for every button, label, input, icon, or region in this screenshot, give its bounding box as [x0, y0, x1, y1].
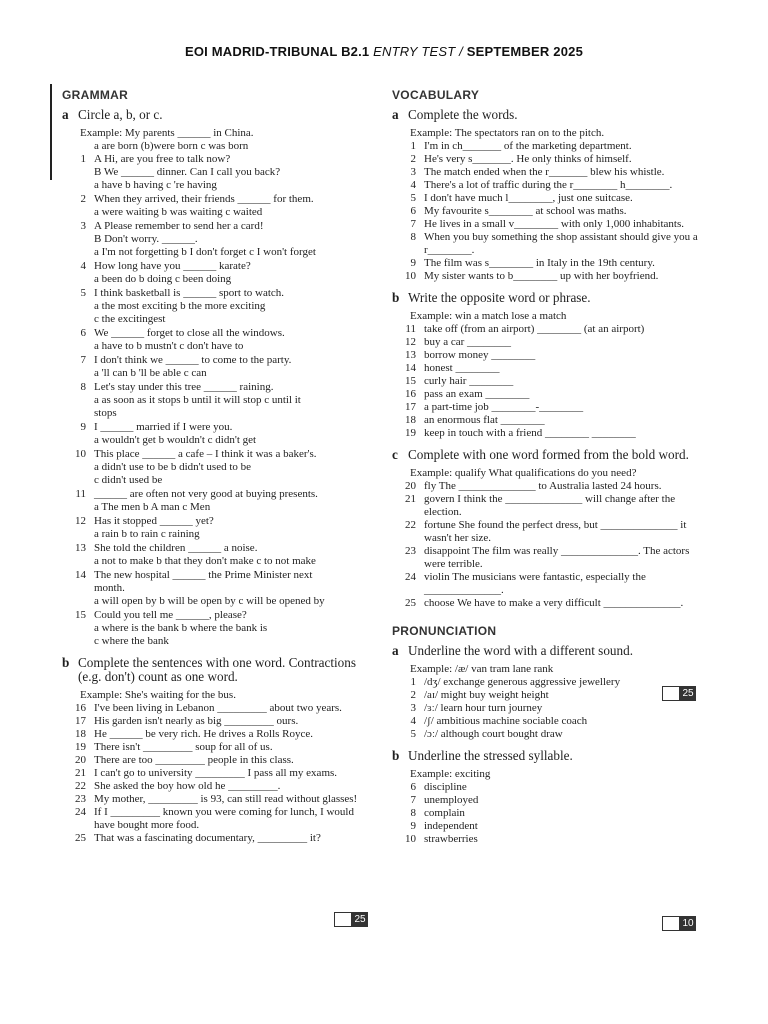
- item-text: fortune She found the perfect dress, but ______________ it wasn't her size.: [424, 519, 687, 544]
- item-number: 23: [405, 545, 416, 557]
- vocab-question-24: [392, 571, 704, 597]
- item-text: His garden isn't nearly as big _________ ours.: [94, 715, 299, 727]
- item-number: 3: [410, 702, 416, 714]
- item-number: 19: [75, 741, 86, 753]
- item-text: independent: [424, 820, 478, 832]
- item-text: /ɜː/ learn hour turn journey: [424, 702, 543, 714]
- item-line: Let's stay under this tree ______ raining.: [94, 381, 274, 393]
- item-options: a will open by b will be open by c will be opened by: [94, 595, 325, 607]
- vocab-c-items: [392, 480, 704, 610]
- item-text: a part-time job ________-________: [424, 401, 584, 413]
- question-18: [62, 728, 372, 741]
- item-number: 17: [405, 401, 416, 413]
- item-number: 7: [80, 354, 86, 366]
- item-text: violin The musicians were fantastic, especially the ______________.: [424, 571, 646, 596]
- vocab-question-5: [392, 192, 704, 205]
- item-number: 17: [75, 715, 86, 727]
- item-line: A Hi, are you free to talk now?: [94, 153, 231, 165]
- item-number: 6: [410, 781, 416, 793]
- item-number: 8: [410, 231, 416, 243]
- item-number: 24: [75, 806, 86, 818]
- vocab-question-23: [392, 545, 704, 571]
- item-number: 9: [410, 257, 416, 269]
- vocab-b-instruction: [392, 291, 704, 305]
- item-number: 2: [410, 153, 416, 165]
- vocab-question-9: [392, 257, 704, 270]
- question-25: [62, 832, 372, 845]
- pron-a-example: Example: /æ/ van tram lane rank: [410, 663, 554, 675]
- item-line: A Please remember to send her a card!: [94, 220, 264, 232]
- item-number: 14: [405, 362, 416, 374]
- item-number: 4: [80, 260, 86, 272]
- item-number: 24: [405, 571, 416, 583]
- vocab-b-example: Example: win a match lose a match: [410, 310, 567, 322]
- item-number: 10: [405, 270, 416, 282]
- vocab-question-1: [392, 140, 704, 153]
- item-number: 18: [75, 728, 86, 740]
- item-text: borrow money ________: [424, 349, 536, 361]
- item-text: /ʃ/ ambitious machine sociable coach: [424, 715, 588, 727]
- vocab-b-items: [392, 323, 704, 440]
- question-3: [62, 220, 372, 259]
- item-options: a been do b doing c been doing: [94, 273, 232, 285]
- item-number: 11: [405, 323, 416, 335]
- item-number: 6: [410, 205, 416, 217]
- pron-a-instruction: [392, 644, 704, 658]
- item-number: 7: [410, 218, 416, 230]
- item-options: a wouldn't get b wouldn't c didn't get: [94, 434, 257, 446]
- item-text: honest ________: [424, 362, 500, 374]
- score-total: 25: [352, 912, 368, 927]
- item-number: 16: [405, 388, 416, 400]
- vocab-question-3: [392, 166, 704, 179]
- question-15: [62, 609, 372, 648]
- item-text: /dʒ/ exchange generous aggressive jewellery: [424, 676, 621, 688]
- item-number: 23: [75, 793, 86, 805]
- task-text: Underline the word with a different sound.: [408, 643, 633, 658]
- score-total: 10: [680, 916, 696, 931]
- item-options: c where the bank: [94, 635, 169, 647]
- item-text: My sister wants to b________ up with her boyfriend.: [424, 270, 659, 282]
- question-22: [62, 780, 372, 793]
- item-line: B We ______ dinner. Can I call you back?: [94, 166, 281, 178]
- task-letter: c: [392, 447, 398, 462]
- vocab-question-4: [392, 179, 704, 192]
- item-line: month.: [94, 582, 125, 594]
- item-line: She told the children ______ a noise.: [94, 542, 258, 554]
- grammar-a-instruction: [62, 108, 372, 122]
- task-text: Complete the words.: [408, 107, 518, 122]
- task-text: Write the opposite word or phrase.: [408, 290, 591, 305]
- grammar-title: GRAMMAR: [62, 88, 129, 102]
- item-text: I'm in ch_______ of the marketing department.: [424, 140, 632, 152]
- item-text: The film was s________ in Italy in the 19th century.: [424, 257, 655, 269]
- item-number: 18: [405, 414, 416, 426]
- item-options: a as soon as it stops b until it will stop c until it: [94, 394, 301, 406]
- header-school: EOI MADRID-TRIBUNAL B2.1: [184, 44, 374, 59]
- item-text: choose We have to make a very difficult ______________.: [424, 597, 684, 609]
- item-line: We ______ forget to close all the windows.: [94, 327, 285, 339]
- item-text: I've been living in Lebanon _________ about two years.: [94, 702, 342, 714]
- vocab-c-example: Example: qualify What qualifications do you need?: [410, 467, 637, 479]
- item-number: 25: [75, 832, 86, 844]
- item-number: 16: [75, 702, 86, 714]
- task-letter: a: [392, 643, 399, 658]
- item-text: disappoint The film was really ______________. The actors were terrible.: [424, 545, 690, 570]
- question-7: [62, 354, 372, 380]
- vocab-question-10: [392, 270, 704, 283]
- vocab-question-13: [392, 349, 704, 362]
- task-text: Complete with one word formed from the bold word.: [408, 447, 689, 462]
- vocab-c-instruction: [392, 448, 704, 462]
- item-text: take off (from an airport) ________ (at an airport): [424, 323, 645, 335]
- item-line: Has it stopped ______ yet?: [94, 515, 214, 527]
- pron-question-7: [392, 794, 704, 807]
- pron-question-9: [392, 820, 704, 833]
- item-number: 21: [75, 767, 86, 779]
- item-options: a the most exciting b the more exciting: [94, 300, 266, 312]
- task-letter: b: [392, 290, 400, 305]
- item-text: There are too _________ people in this class.: [94, 754, 294, 766]
- grammar-a-example: Example: My parents ______ in China.: [80, 127, 254, 139]
- vocab-question-16: [392, 388, 704, 401]
- vocab-question-11: [392, 323, 704, 336]
- question-12: [62, 515, 372, 541]
- item-text: She asked the boy how old he _________.: [94, 780, 281, 792]
- task-letter: b: [62, 655, 70, 670]
- task-text: Complete the sentences with one word. Contractions (e.g. don't) count as one word.: [78, 655, 356, 684]
- grammar-a-example-options: a are born (b)were born c was born: [94, 140, 249, 152]
- item-number: 5: [80, 287, 86, 299]
- vocab-question-21: [392, 493, 704, 519]
- vocab-question-15: [392, 375, 704, 388]
- item-number: 5: [410, 728, 416, 740]
- item-line: I ______ married if I were you.: [94, 421, 233, 433]
- item-text: There isn't _________ soup for all of us.: [94, 741, 273, 753]
- item-options: a rain b to rain c raining: [94, 528, 200, 540]
- question-14: [62, 569, 372, 608]
- item-options: c the excitingest: [94, 313, 166, 325]
- pron-question-2: [392, 689, 704, 702]
- margin-bar: [50, 84, 52, 180]
- vocabulary-title: VOCABULARY: [392, 88, 480, 102]
- vocab-question-22: [392, 519, 704, 545]
- item-number: 2: [410, 689, 416, 701]
- item-text: complain: [424, 807, 465, 819]
- item-line: This place ______ a cafe – I think it was a baker's.: [94, 448, 317, 460]
- item-text: I can't go to university _________ I pass all my exams.: [94, 767, 338, 779]
- vocab-question-8: [392, 231, 704, 257]
- item-line: I don't think we ______ to come to the party.: [94, 354, 292, 366]
- item-text: /aɪ/ might buy weight height: [424, 689, 549, 701]
- item-text: discipline: [424, 781, 467, 793]
- header-test: ENTRY TEST /: [373, 44, 467, 59]
- question-10: [62, 448, 372, 487]
- question-13: [62, 542, 372, 568]
- question-19: [62, 741, 372, 754]
- item-number: 3: [410, 166, 416, 178]
- item-text: pass an exam ________: [424, 388, 530, 400]
- grammar-column: [62, 86, 372, 845]
- score-entry-box[interactable]: [662, 916, 680, 931]
- item-text: keep in touch with a friend ________ ________: [424, 427, 636, 439]
- item-line: ______ are often not very good at buying presents.: [94, 488, 318, 500]
- grammar-b-items: [62, 702, 372, 845]
- task-text: Circle a, b, or c.: [78, 107, 163, 122]
- question-4: [62, 260, 372, 286]
- question-6: [62, 327, 372, 353]
- task-text: Underline the stressed syllable.: [408, 748, 573, 763]
- page-header: [0, 44, 768, 59]
- question-17: [62, 715, 372, 728]
- item-number: 2: [80, 193, 86, 205]
- question-16: [62, 702, 372, 715]
- item-text: buy a car ________: [424, 336, 512, 348]
- item-options: a where is the bank b where the bank is: [94, 622, 268, 634]
- pron-question-8: [392, 807, 704, 820]
- item-options: a The men b A man c Men: [94, 501, 211, 513]
- score-entry-box[interactable]: [334, 912, 352, 927]
- question-11: [62, 488, 372, 514]
- question-9: [62, 421, 372, 447]
- task-letter: a: [392, 107, 399, 122]
- item-number: 9: [410, 820, 416, 832]
- question-20: [62, 754, 372, 767]
- pron-question-4: [392, 715, 704, 728]
- item-number: 13: [75, 542, 86, 554]
- pron-b-example: Example: exciting: [410, 768, 491, 780]
- question-24: [62, 806, 372, 832]
- item-text: strawberries: [424, 833, 478, 845]
- item-options: a not to make b that they don't make c to not make: [94, 555, 316, 567]
- item-options: a have b having c 're having: [94, 179, 217, 191]
- vocab-question-25: [392, 597, 704, 610]
- item-options: a I'm not forgetting b I don't forget c I won't forget: [94, 246, 316, 258]
- item-text: unemployed: [424, 794, 479, 806]
- item-number: 1: [80, 153, 86, 165]
- question-8: [62, 381, 372, 420]
- pron-question-3: [392, 702, 704, 715]
- item-number: 22: [75, 780, 86, 792]
- item-number: 22: [405, 519, 416, 531]
- item-line: The new hospital ______ the Prime Minister next: [94, 569, 313, 581]
- item-number: 3: [80, 220, 86, 232]
- item-text: When you buy something the shop assistant should give you a r________.: [424, 231, 698, 256]
- header-date: SEPTEMBER 2025: [466, 44, 584, 59]
- item-number: 12: [405, 336, 416, 348]
- pron-question-6: [392, 781, 704, 794]
- item-number: 20: [405, 480, 416, 492]
- question-2: [62, 193, 372, 219]
- vocab-question-14: [392, 362, 704, 375]
- item-text: He lives in a small v________ with only 1,000 inhabitants.: [424, 218, 685, 230]
- vocab-question-20: [392, 480, 704, 493]
- score-total: 25: [680, 686, 696, 701]
- item-text: curly hair ________: [424, 375, 514, 387]
- item-text: My mother, _________ is 93, can still read without glasses!: [94, 793, 358, 805]
- vocab-question-6: [392, 205, 704, 218]
- item-number: 15: [405, 375, 416, 387]
- pron-question-10: [392, 833, 704, 846]
- item-number: 13: [405, 349, 416, 361]
- item-number: 5: [410, 192, 416, 204]
- item-number: 25: [405, 597, 416, 609]
- score-entry-box[interactable]: [662, 686, 680, 701]
- item-text: He ______ be very rich. He drives a Rolls Royce.: [94, 728, 314, 740]
- item-text: There's a lot of traffic during the r________ h________.: [424, 179, 673, 191]
- vocab-question-2: [392, 153, 704, 166]
- item-options: c didn't used be: [94, 474, 163, 486]
- pron-b-instruction: [392, 749, 704, 763]
- item-options: a were waiting b was waiting c waited: [94, 206, 263, 218]
- item-number: 14: [75, 569, 86, 581]
- item-number: 8: [410, 807, 416, 819]
- vocabulary-column: [392, 86, 704, 846]
- item-text: /ɔː/ although court bought draw: [424, 728, 563, 740]
- item-line: When they arrived, their friends ______ for them.: [94, 193, 314, 205]
- item-number: 12: [75, 515, 86, 527]
- item-options: stops: [94, 407, 117, 419]
- item-number: 19: [405, 427, 416, 439]
- vocab-a-instruction: [392, 108, 704, 122]
- item-line: I think basketball is ______ sport to watch.: [94, 287, 285, 299]
- question-5: [62, 287, 372, 326]
- item-number: 1: [410, 140, 416, 152]
- grammar-a-items: [62, 153, 372, 648]
- pron-question-1: [392, 676, 704, 689]
- item-number: 21: [405, 493, 416, 505]
- grammar-b-instruction: [62, 656, 372, 684]
- item-line: B Don't worry. ______.: [94, 233, 198, 245]
- item-text: The match ended when the r_______ blew his whistle.: [424, 166, 665, 178]
- vocab-question-17: [392, 401, 704, 414]
- item-number: 7: [410, 794, 416, 806]
- item-options: a have to b mustn't c don't have to: [94, 340, 244, 352]
- task-letter: a: [62, 107, 69, 122]
- item-text: My favourite s________ at school was maths.: [424, 205, 627, 217]
- pron-question-5: [392, 728, 704, 741]
- item-number: 8: [80, 381, 86, 393]
- vocab-a-example: Example: The spectators ran on to the pitch.: [410, 127, 605, 139]
- pron-b-items: [392, 781, 704, 846]
- item-text: I don't have much l________, just one suitcase.: [424, 192, 633, 204]
- item-number: 1: [410, 676, 416, 688]
- item-number: 6: [80, 327, 86, 339]
- vocab-question-18: [392, 414, 704, 427]
- question-1: [62, 153, 372, 192]
- vocab-question-19: [392, 427, 704, 440]
- item-number: 15: [75, 609, 86, 621]
- item-text: govern I think the ______________ will change after the election.: [424, 493, 676, 518]
- item-number: 4: [410, 179, 416, 191]
- grammar-b-example: Example: She's waiting for the bus.: [80, 689, 236, 701]
- item-options: a didn't use to be b didn't used to be: [94, 461, 252, 473]
- item-text: He's very s_______. He only thinks of himself.: [424, 153, 632, 165]
- item-number: 10: [405, 833, 416, 845]
- item-number: 11: [75, 488, 86, 500]
- item-number: 4: [410, 715, 416, 727]
- pronunciation-title: PRONUNCIATION: [392, 624, 497, 638]
- item-line: Could you tell me ______, please?: [94, 609, 247, 621]
- item-options: a 'll can b 'll be able c can: [94, 367, 207, 379]
- vocab-a-items: [392, 140, 704, 283]
- item-number: 9: [80, 421, 86, 433]
- pron-a-items: [392, 676, 704, 741]
- question-23: [62, 793, 372, 806]
- item-number: 10: [75, 448, 86, 460]
- item-number: 20: [75, 754, 86, 766]
- item-text: fly The ______________ to Australia lasted 24 hours.: [424, 480, 662, 492]
- item-text: If I _________ known you were coming for lunch, I would have bought more food.: [94, 806, 354, 831]
- vocab-question-12: [392, 336, 704, 349]
- task-letter: b: [392, 748, 400, 763]
- item-text: That was a fascinating documentary, _________ it?: [94, 832, 321, 844]
- item-text: an enormous flat ________: [424, 414, 545, 426]
- question-21: [62, 767, 372, 780]
- vocab-question-7: [392, 218, 704, 231]
- item-line: How long have you ______ karate?: [94, 260, 251, 272]
